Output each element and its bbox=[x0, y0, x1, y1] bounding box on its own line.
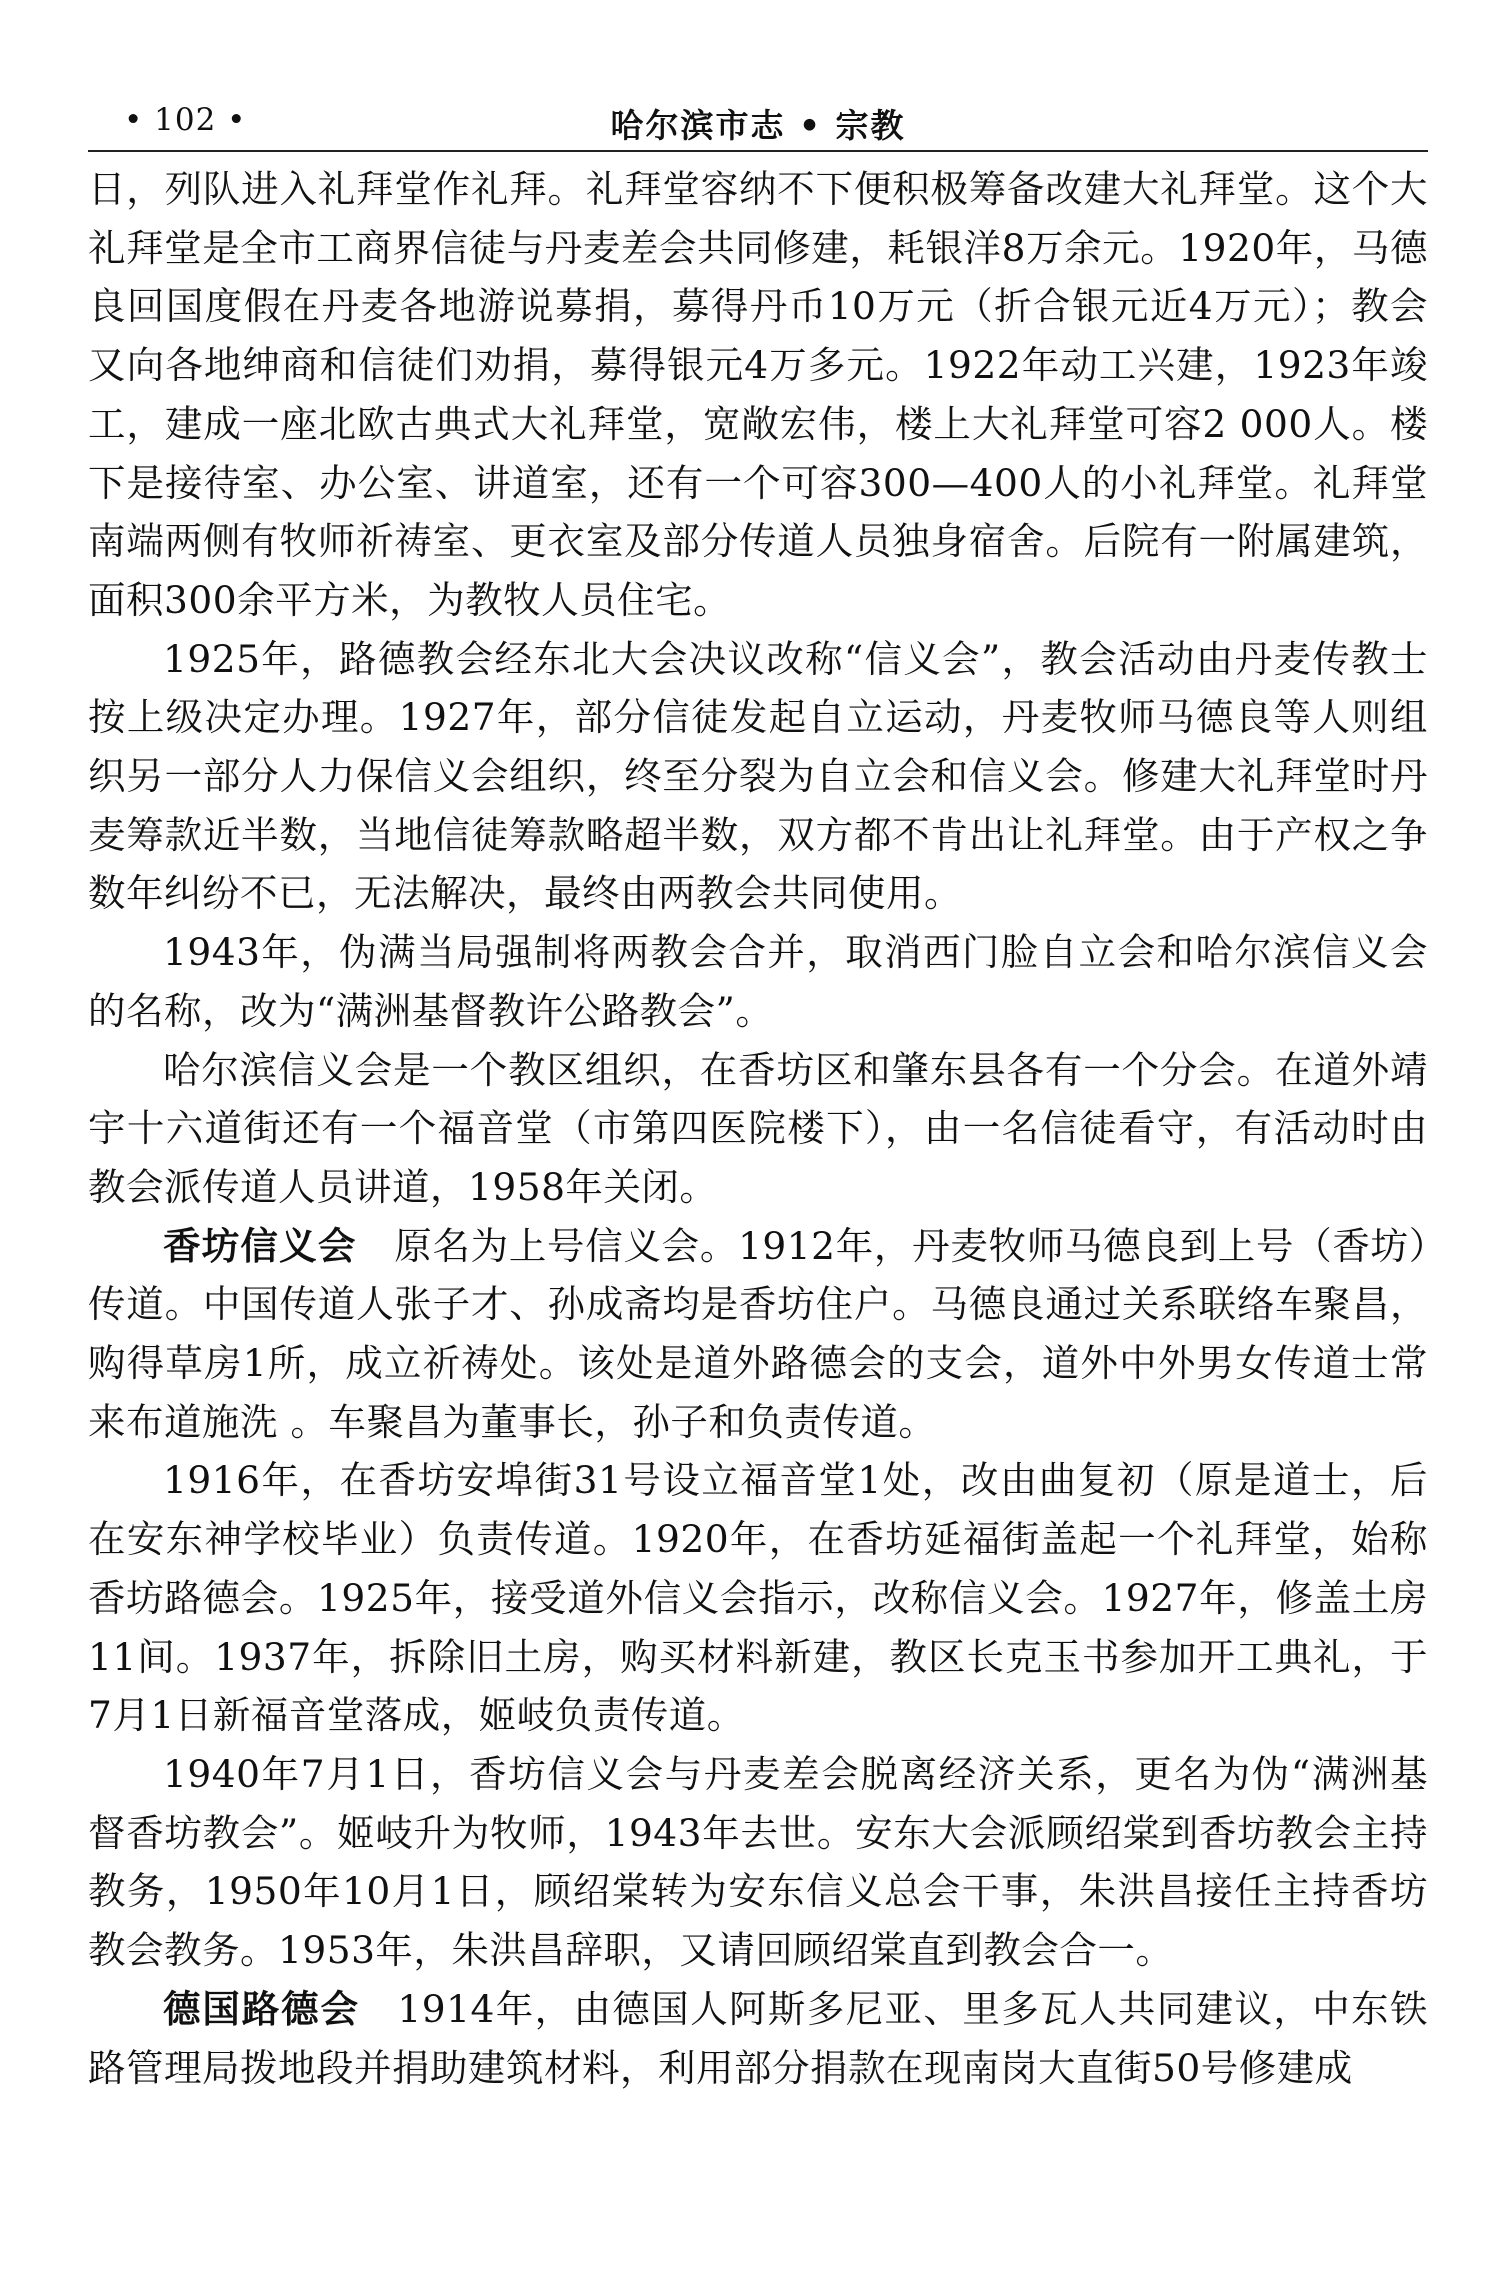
paragraph-text: 1943年，伪满当局强制将两教会合并，取消西门脸自立会和哈尔滨信义会的名称，改为“满洲基督教许公路教会”。 bbox=[88, 930, 1428, 1033]
section-term: 德国路德会 bbox=[163, 1986, 360, 2031]
paragraph-6 bbox=[88, 1451, 1428, 1745]
paragraph-2 bbox=[88, 630, 1428, 924]
paragraph-1 bbox=[88, 160, 1428, 630]
paragraph-4 bbox=[88, 1041, 1428, 1217]
document-page bbox=[88, 92, 1428, 2242]
paragraph-text: 日，列队进入礼拜堂作礼拜。礼拜堂容纳不下便积极筹备改建大礼拜堂。这个大礼拜堂是全市工商界信徒与丹麦差会共同修建，耗银洋8万余元。1920年，马德良回国度假在丹麦各地游说募捐，募得丹币10万元（折合银元近4万元）；教会又向各地绅商和信徒们劝捐，募得银元4万多元。1922年动工兴建，1923年竣工，建成一座北欧古典式大礼拜堂，宽敞宏伟，楼上大礼拜堂可容2 000人。楼下是接待室、办公室、讲道室，还有一个可容300—400人的小礼拜堂。礼拜堂南端两侧有牧师祈祷室、更衣室及部分传道人员独身宿舍。后院有一附属建筑，面积300余平方米，为教牧人员住宅。 bbox=[88, 167, 1428, 622]
paragraph-5 bbox=[88, 1217, 1428, 1452]
paragraph-text: 1925年，路德教会经东北大会决议改称“信义会”，教会活动由丹麦传教士按上级决定办理。1927年，部分信徒发起自立运动，丹麦牧师马德良等人则组织另一部分人力保信义会组织，终至分裂为自立会和信义会。修建大礼拜堂时丹麦筹款近半数，当地信徒筹款略超半数，双方都不肯出让礼拜堂。由于产权之争数年纠纷不已，无法解决，最终由两教会共同使用。 bbox=[88, 636, 1428, 916]
paragraph-3 bbox=[88, 923, 1428, 1040]
paragraph-text: 1940年7月1日，香坊信义会与丹麦差会脱离经济关系，更名为伪“满洲基督香坊教会”。姬岐升为牧师，1943年去世。安东大会派顾绍棠到香坊教会主持教务，1950年10月1日，顾绍棠转为安东信义总会干事，朱洪昌接任主持香坊教会教务。1953年，朱洪昌辞职，又请回顾绍棠直到教会合一。 bbox=[88, 1751, 1428, 1973]
paragraph-text: 1916年，在香坊安埠街31号设立福音堂1处，改由曲复初（原是道士，后在安东神学校毕业）负责传道。1920年，在香坊延福街盖起一个礼拜堂，始称香坊路德会。1925年，接受道外信义会指示，改称信义会。1927年，修盖土房11间。1937年，拆除旧土房，购买材料新建，教区长克玉书参加开工典礼，于7月1日新福音堂落成，姬岐负责传道。 bbox=[88, 1458, 1428, 1738]
section-term: 香坊信义会 bbox=[163, 1223, 357, 1268]
paragraph-text: 哈尔滨信义会是一个教区组织，在香坊区和肇东县各有一个分会。在道外靖宇十六道街还有一个福音堂（市第四医院楼下），由一名信徒看守，有活动时由教会派传道人员讲道，1958年关闭。 bbox=[88, 1047, 1428, 1209]
paragraph-7 bbox=[88, 1745, 1428, 1980]
paragraph-text: 1914年，由德国人阿斯多尼亚、里多瓦人共同建议，中东铁路管理局拨地段并捐助建筑材料，利用部分捐款在现南岗大直街50号修建成 bbox=[88, 1986, 1429, 2090]
paragraph-text: 原名为上号信义会。1912年，丹麦牧师马德良到上号（香坊）传道。中国传道人张子才、孙成斋均是香坊住户。马德良通过关系联络车聚昌，购得草房1所，成立祈祷处。该处是道外路德会的支会，道外中外男女传道士常来布道施洗 。车聚昌为董事长，孙子和负责传道。 bbox=[88, 1223, 1429, 1444]
page-number: • 102 • bbox=[124, 102, 247, 138]
book-title: 哈尔滨市志 • 宗教 bbox=[610, 106, 906, 145]
paragraph-8 bbox=[88, 1980, 1428, 2097]
running-header bbox=[88, 92, 1428, 152]
body-text bbox=[88, 160, 1428, 2097]
